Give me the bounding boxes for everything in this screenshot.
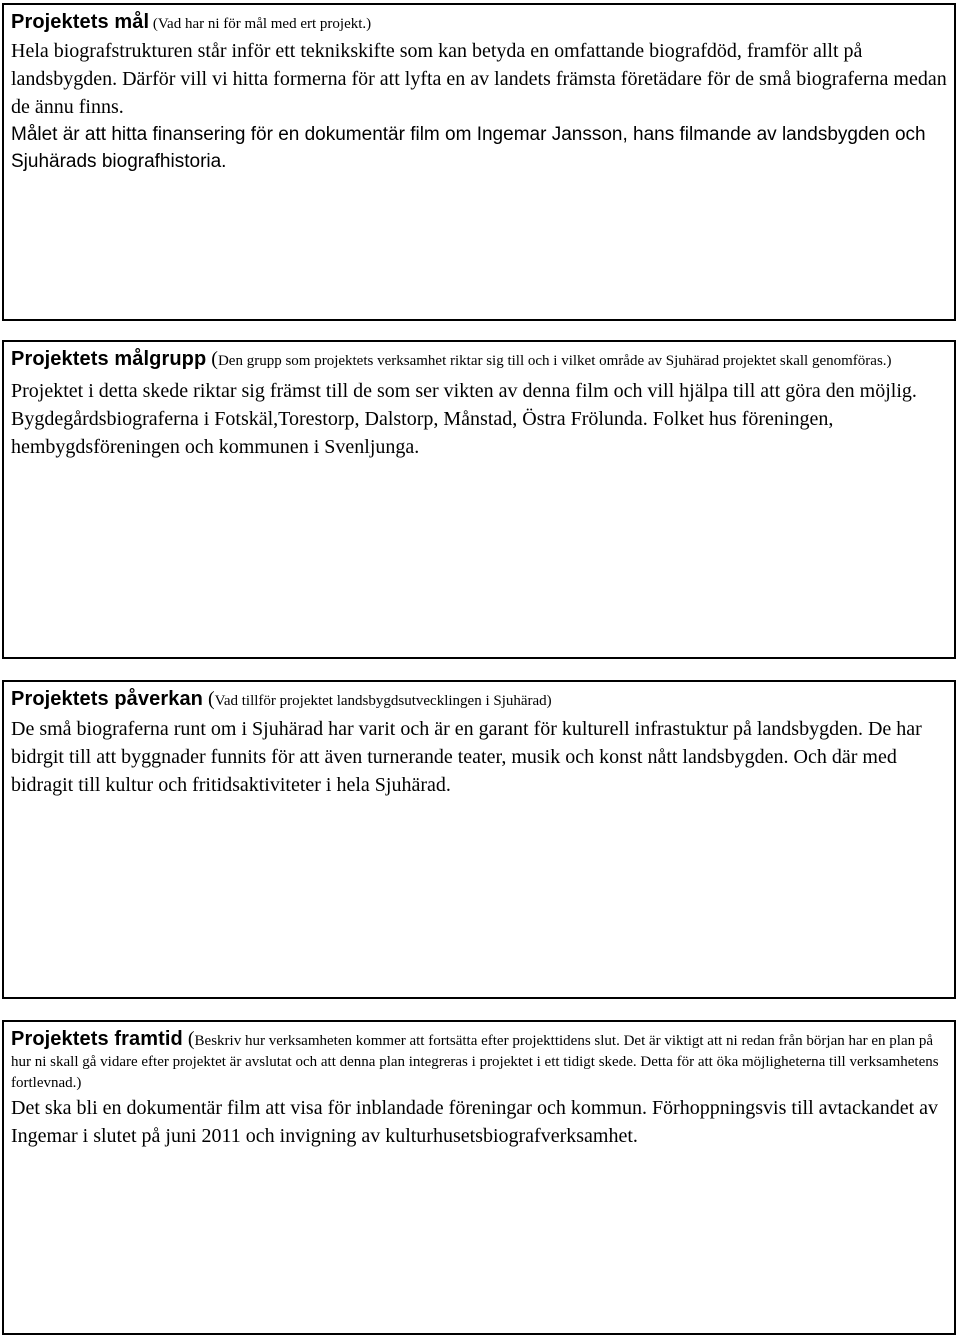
section-heading-line [11,349,947,371]
paragraph: Bygdegårdsbiograferna i Fotskäl,Torestorp, Dalstorp, Månstad, Östra Frölunda. Folket hus föreningen, hembygdsföreningen och kommunen i Svenljunga. [11,408,834,458]
section-heading-line [11,1029,947,1094]
paragraph: De små biograferna runt om i Sjuhärad har varit och är en garant för kulturell infrastuktur på landsbygden. De har bidrgit till att byggnader funnits för att även turnerande teater, musik och konst nått landsbygden. Och där med bidragit till kultur och fritidsaktiviteter i hela Sjuhärad. [11,718,922,796]
section-body [11,1094,947,1150]
paren-open: ( [182,1028,195,1050]
section-projektets-malgrupp [2,340,956,659]
section-heading-line [11,9,947,37]
section-heading: Projektets målgrupp [11,348,207,370]
section-note: Beskriv hur verksamheten kommer att fortsätta efter projekttidens slut. Det är viktigt att ni redan från början har en plan på hur ni skall gå vidare efter projektet är avslutat och att denna plan integreras i projektet i ett tidigt skede. Detta för att öka möjligheterna till verksamhetens fortlevnad.) [11,1033,939,1091]
section-body [11,715,947,799]
paren-open: ( [206,348,218,370]
paragraph: Det ska bli en dokumentär film att visa för inblandade föreningar och kommun. Förhoppningsvis till avtackandet av Ingemar i slutet på juni 2011 och invigning av kulturhusetsbiografverksamhet. [11,1097,939,1147]
section-heading: Projektets påverkan [11,688,203,710]
section-body [11,377,947,461]
paragraph: Hela biografstrukturen står inför ett teknikskifte som kan betyda en omfattande biografdöd, framför allt på landsbygden. Därför vill vi hitta formerna för att lyfta en av landets främsta företädare för de små biograferna medan de ännu finns. [11,40,947,118]
paragraph: Målet är att hitta finansering för en dokumentär film om Ingemar Jansson, hans filmande av landsbygden och Sjuhärads biografhistoria. [11,124,926,172]
section-body [11,37,947,175]
section-note: Den grupp som projektets verksamhet riktar sig till och i vilket område av Sjuhärad projektet skall genomföras.) [217,353,892,369]
section-projektets-paverkan [2,680,956,999]
section-heading: Projektets framtid [11,1028,183,1050]
section-projektets-mal [2,3,956,321]
paragraph: Projektet i detta skede riktar sig främst till de som ser vikten av denna film och vill hjälpa till att göra den möjlig. [11,380,917,402]
paren-open: ( [203,688,215,710]
section-note: Vad tillför projektet landsbygdsutvecklingen i Sjuhärad) [214,693,552,709]
section-heading: Projektets mål [11,11,150,33]
section-note: (Vad har ni för mål med ert projekt.) [149,16,372,32]
section-heading-line [11,689,947,711]
section-projektets-framtid [2,1020,956,1335]
